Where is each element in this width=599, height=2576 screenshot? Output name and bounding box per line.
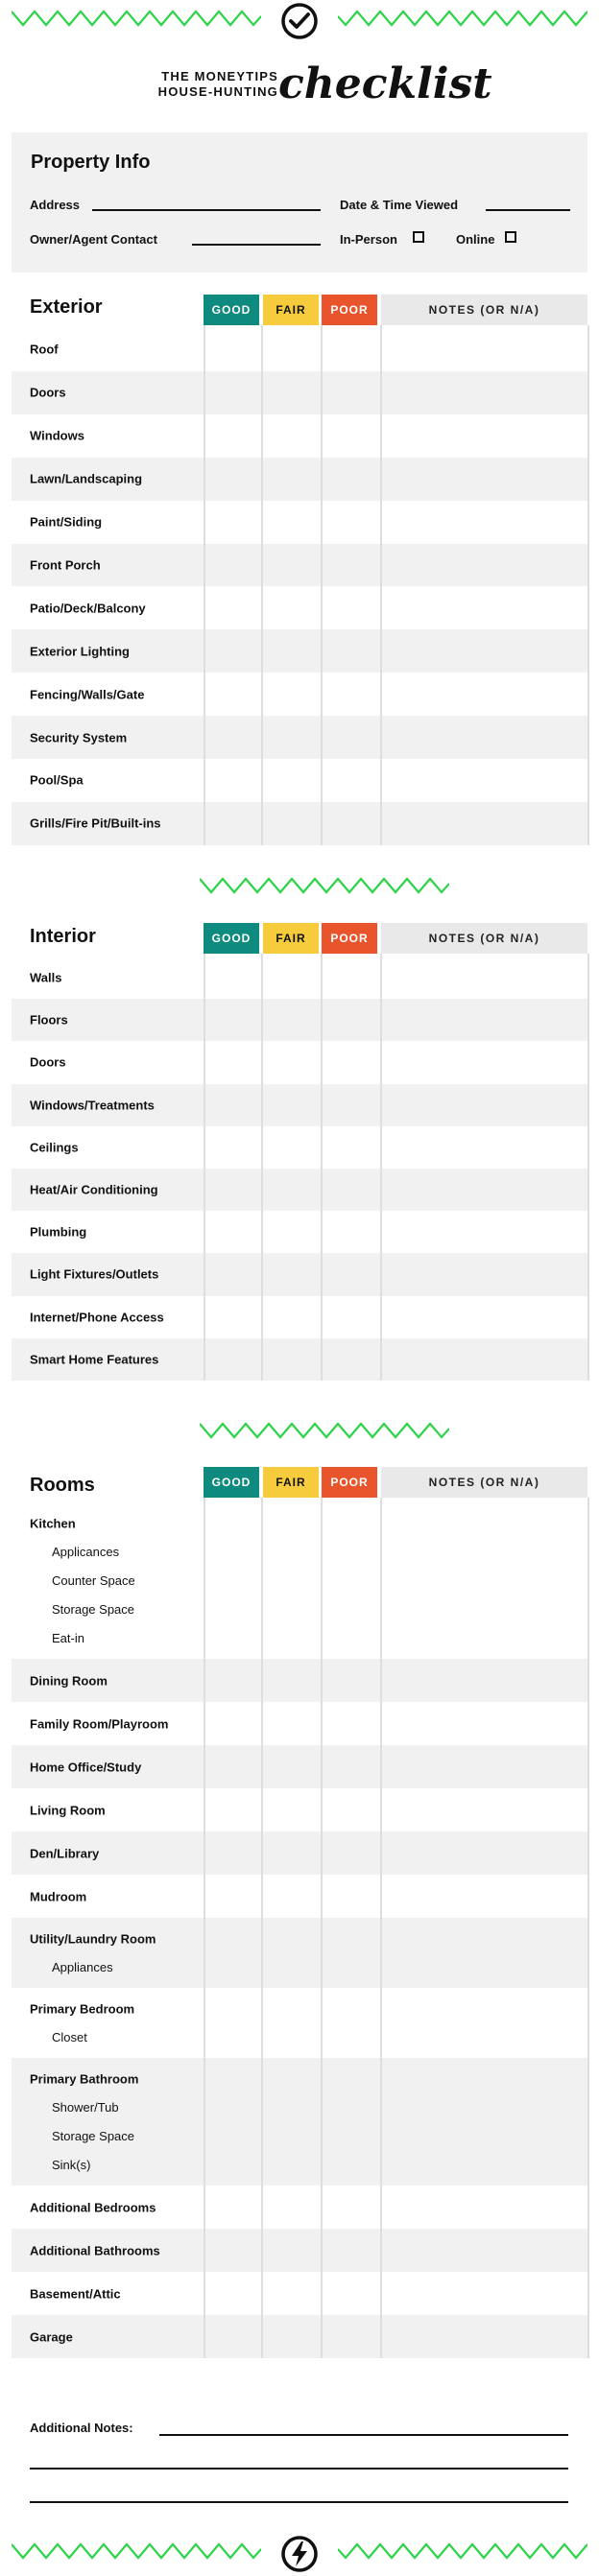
brand-name bbox=[134, 69, 278, 100]
rooms-subitem-label: Storage Space bbox=[52, 2129, 135, 2143]
check-circle-icon bbox=[280, 2, 319, 40]
rooms-item-label: Primary Bedroom bbox=[30, 2001, 135, 2017]
exterior-column-divider bbox=[204, 325, 205, 845]
rooms-item-label: Home Office/Study bbox=[30, 1760, 142, 1774]
lightning-bolt-icon bbox=[280, 2535, 319, 2573]
rooms-row bbox=[12, 2315, 587, 2358]
page-title: checklist bbox=[278, 59, 492, 108]
exterior-item-label: Doors bbox=[30, 385, 66, 400]
interior-header-poor: POOR bbox=[322, 923, 377, 954]
interior-item-label: Light Fixtures/Outlets bbox=[30, 1266, 159, 1282]
top-zigzag-left bbox=[12, 8, 261, 33]
interior-column-divider bbox=[587, 954, 589, 1381]
exterior-item-label: Lawn/Landscaping bbox=[30, 471, 143, 486]
exterior-row bbox=[12, 629, 587, 673]
exterior-row bbox=[12, 501, 587, 544]
exterior-item-label: Front Porch bbox=[30, 557, 101, 573]
interior-item-label: Plumbing bbox=[30, 1224, 87, 1240]
bottom-zigzag-left bbox=[12, 2541, 261, 2565]
rooms-item-label: Primary Bathroom bbox=[30, 2071, 139, 2087]
interior-section-title: Interior bbox=[30, 926, 96, 947]
brand-line-2: HOUSE-HUNTING bbox=[157, 84, 278, 99]
additional-notes-line-1[interactable] bbox=[159, 2434, 568, 2436]
rooms-row bbox=[12, 1918, 587, 1988]
rooms-subitem-label: Applicances bbox=[52, 1545, 120, 1559]
rooms-subitem-label: Closet bbox=[52, 2030, 87, 2044]
owner-agent-field[interactable] bbox=[192, 244, 321, 246]
exterior-row bbox=[12, 458, 587, 501]
rooms-column-divider bbox=[261, 1498, 263, 2358]
interior-item-label: Heat/Air Conditioning bbox=[30, 1182, 158, 1197]
rooms-row bbox=[12, 2058, 587, 2186]
rooms-row bbox=[12, 2229, 587, 2272]
exterior-header-poor: POOR bbox=[322, 295, 377, 325]
rooms-row bbox=[12, 1702, 587, 1745]
exterior-row bbox=[12, 716, 587, 759]
rooms-subitem-label: Storage Space bbox=[52, 1602, 135, 1617]
online-label: Online bbox=[456, 232, 495, 247]
exterior-row bbox=[12, 673, 587, 716]
rooms-item-label: Utility/Laundry Room bbox=[30, 1931, 156, 1947]
rooms-item-label: Dining Room bbox=[30, 1673, 108, 1688]
exterior-row bbox=[12, 371, 587, 414]
interior-column-divider bbox=[321, 954, 323, 1381]
rooms-row bbox=[12, 1788, 587, 1832]
online-checkbox[interactable] bbox=[505, 231, 516, 243]
rooms-column-divider bbox=[380, 1498, 382, 2358]
exterior-column-divider bbox=[261, 325, 263, 845]
exterior-item-label: Exterior Lighting bbox=[30, 644, 130, 659]
rooms-row bbox=[12, 1832, 587, 1875]
interior-header-good: GOOD bbox=[204, 923, 259, 954]
rooms-item-label: Additional Bedrooms bbox=[30, 2200, 156, 2214]
exterior-item-label: Windows bbox=[30, 428, 84, 443]
interior-row bbox=[12, 999, 587, 1041]
rooms-item-label: Family Room/Playroom bbox=[30, 1716, 169, 1731]
rooms-column-divider bbox=[321, 1498, 323, 2358]
interior-row bbox=[12, 1253, 587, 1295]
rooms-subitem-label: Appliances bbox=[52, 1960, 113, 1974]
property-info-panel bbox=[12, 132, 587, 272]
interior-item-label: Windows/Treatments bbox=[30, 1098, 155, 1113]
rooms-row bbox=[12, 2186, 587, 2229]
rooms-row bbox=[12, 1875, 587, 1918]
rooms-item-label: Mudroom bbox=[30, 1889, 87, 1903]
rooms-column-divider bbox=[204, 1498, 205, 2358]
interior-item-label: Doors bbox=[30, 1054, 66, 1070]
exterior-row bbox=[12, 802, 587, 845]
exterior-item-label: Paint/Siding bbox=[30, 514, 103, 530]
top-zigzag-right bbox=[338, 8, 587, 33]
address-label: Address bbox=[30, 198, 81, 212]
property-info-title: Property Info bbox=[31, 152, 151, 173]
owner-agent-label: Owner/Agent Contact bbox=[30, 232, 157, 247]
date-time-field[interactable] bbox=[486, 209, 570, 211]
divider-zigzag-1 bbox=[200, 875, 449, 900]
interior-row bbox=[12, 957, 587, 999]
exterior-column-divider bbox=[587, 325, 589, 845]
exterior-section-title: Exterior bbox=[30, 296, 103, 318]
in-person-label: In-Person bbox=[340, 232, 397, 247]
in-person-checkbox[interactable] bbox=[413, 231, 424, 243]
header bbox=[0, 59, 599, 108]
exterior-item-label: Grills/Fire Pit/Built-ins bbox=[30, 815, 161, 831]
interior-column-divider bbox=[204, 954, 205, 1381]
interior-header-notes: NOTES (OR N/A) bbox=[381, 923, 587, 954]
rooms-subitem-label: Counter Space bbox=[52, 1573, 135, 1588]
rooms-row bbox=[12, 2272, 587, 2315]
rooms-row bbox=[12, 1745, 587, 1788]
exterior-row bbox=[12, 328, 587, 371]
interior-row bbox=[12, 1338, 587, 1381]
exterior-item-label: Security System bbox=[30, 730, 128, 745]
exterior-column-divider bbox=[321, 325, 323, 845]
exterior-row bbox=[12, 544, 587, 587]
exterior-header-notes: NOTES (OR N/A) bbox=[381, 295, 587, 325]
bottom-zigzag-right bbox=[338, 2541, 587, 2565]
interior-row bbox=[12, 1041, 587, 1083]
rooms-header-poor: POOR bbox=[322, 1467, 377, 1498]
date-time-label: Date & Time Viewed bbox=[340, 198, 459, 212]
rooms-subitem-label: Sink(s) bbox=[52, 2158, 91, 2172]
exterior-column-divider bbox=[380, 325, 382, 845]
exterior-item-label: Pool/Spa bbox=[30, 772, 84, 788]
interior-item-label: Smart Home Features bbox=[30, 1352, 159, 1367]
exterior-row bbox=[12, 759, 587, 802]
interior-row bbox=[12, 1126, 587, 1169]
rooms-row bbox=[12, 1502, 587, 1659]
interior-header-fair: FAIR bbox=[263, 923, 319, 954]
rooms-row bbox=[12, 1988, 587, 2058]
rooms-header-good: GOOD bbox=[204, 1467, 259, 1498]
rooms-row bbox=[12, 1659, 587, 1702]
exterior-row bbox=[12, 586, 587, 629]
interior-row bbox=[12, 1211, 587, 1253]
interior-item-label: Ceilings bbox=[30, 1140, 79, 1155]
divider-zigzag-2 bbox=[200, 1420, 449, 1445]
interior-item-label: Internet/Phone Access bbox=[30, 1310, 164, 1325]
rooms-section-title: Rooms bbox=[30, 1475, 95, 1496]
address-field[interactable] bbox=[92, 209, 321, 211]
exterior-header-good: GOOD bbox=[204, 295, 259, 325]
rooms-header-fair: FAIR bbox=[263, 1467, 319, 1498]
rooms-item-label: Garage bbox=[30, 2329, 73, 2344]
exterior-item-label: Patio/Deck/Balcony bbox=[30, 601, 146, 616]
exterior-item-label: Roof bbox=[30, 342, 59, 357]
interior-column-divider bbox=[261, 954, 263, 1381]
rooms-subitem-label: Shower/Tub bbox=[52, 2100, 119, 2115]
brand-line-1: THE MONEYTIPS bbox=[161, 69, 278, 83]
exterior-header-fair: FAIR bbox=[263, 295, 319, 325]
rooms-item-label: Basement/Attic bbox=[30, 2286, 121, 2301]
exterior-row bbox=[12, 414, 587, 458]
additional-notes-line-3[interactable] bbox=[30, 2501, 568, 2503]
interior-row bbox=[12, 1296, 587, 1338]
interior-item-label: Walls bbox=[30, 970, 62, 985]
rooms-item-label: Additional Bathrooms bbox=[30, 2243, 160, 2257]
interior-row bbox=[12, 1084, 587, 1126]
interior-row bbox=[12, 1169, 587, 1211]
rooms-item-label: Kitchen bbox=[30, 1516, 76, 1531]
interior-column-divider bbox=[380, 954, 382, 1381]
rooms-column-divider bbox=[587, 1498, 589, 2358]
additional-notes-line-2[interactable] bbox=[30, 2468, 568, 2470]
rooms-item-label: Den/Library bbox=[30, 1846, 100, 1860]
exterior-item-label: Fencing/Walls/Gate bbox=[30, 687, 145, 702]
additional-notes-label: Additional Notes: bbox=[30, 2421, 133, 2435]
rooms-item-label: Living Room bbox=[30, 1803, 106, 1817]
rooms-subitem-label: Eat-in bbox=[52, 1631, 84, 1645]
interior-item-label: Floors bbox=[30, 1012, 68, 1028]
rooms-header-notes: NOTES (OR N/A) bbox=[381, 1467, 587, 1498]
